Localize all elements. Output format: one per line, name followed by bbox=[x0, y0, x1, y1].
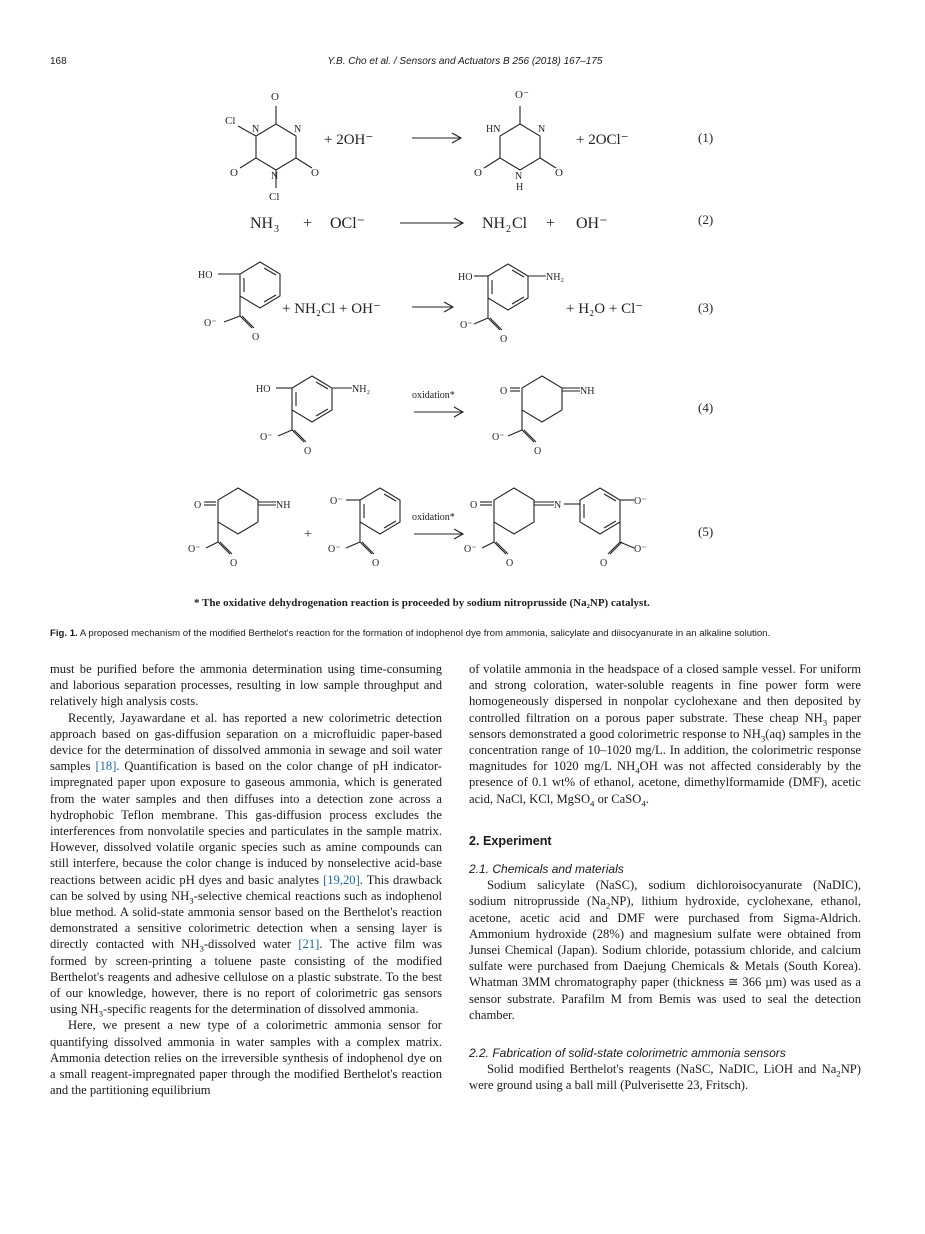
atom-h: H bbox=[516, 182, 524, 193]
atom-n: N bbox=[271, 171, 279, 182]
running-header bbox=[50, 56, 880, 72]
eq2-number: (2) bbox=[698, 212, 714, 227]
atom-n: N bbox=[252, 124, 260, 135]
eq5-arrow-label: oxidation* bbox=[412, 512, 455, 523]
eq5-plus: + bbox=[304, 527, 312, 542]
left-column bbox=[50, 661, 442, 1098]
atom-ho: HO bbox=[458, 272, 473, 283]
atom-eq-nh: NH bbox=[276, 500, 291, 511]
paragraph: Sodium salicylate (NaSC), sodium dichloroisocyanurate (NaDIC), sodium nitroprusside $(Na_2NP)$, lithium hydroxide, cyclohexane, ethanol, acetone, acetic acid and DMF were purchased from Sigma-Aldrich. Ammonium hydroxide (28%) and magnesium sulfate were obtained from Junsei Chemical (Japan). Sodium chloride, potassium chloride, and calcium sulfate were purchased from Daejung Chemicals & Metals (South Korea). Whatman 3MM chromatography paper (thickness ≅ 366 µm) was used as a sensor substrate. Parafilm M from Bemis was used to seal the detection chamber. bbox=[469, 878, 861, 1022]
atom-o: O bbox=[600, 558, 608, 569]
atom-o-minus: O⁻ bbox=[515, 89, 529, 101]
eq4-quinone-imine bbox=[508, 376, 580, 442]
atom-o: O bbox=[372, 558, 380, 569]
atom-o: O bbox=[500, 386, 508, 397]
eq5-indophenol-product bbox=[480, 488, 634, 554]
eq1-product-cyanurate bbox=[484, 106, 556, 170]
eq4-aminosalicylate bbox=[276, 376, 352, 442]
eq5-arrow bbox=[414, 529, 463, 539]
atom-n: N bbox=[294, 124, 302, 135]
atom-o-minus: O⁻ bbox=[464, 544, 477, 555]
atom-o: O bbox=[230, 558, 238, 569]
eq1-lhs-term: + 2OH⁻ bbox=[324, 132, 374, 148]
reaction-scheme-figure bbox=[180, 84, 750, 614]
paragraph: must be purified before the ammonia determination using time-consuming and laborious separation processes, resulting in low sample throughput and relatively high analysis costs. bbox=[50, 662, 442, 709]
eq3-number: (3) bbox=[698, 300, 714, 315]
eq5-phenolate bbox=[346, 488, 400, 554]
atom-o: O bbox=[252, 332, 260, 343]
eq2-plus: + bbox=[546, 215, 556, 232]
citation-link[interactable]: [18] bbox=[95, 759, 117, 774]
atom-o-minus: O⁻ bbox=[328, 544, 341, 555]
atom-o-minus: O⁻ bbox=[460, 320, 473, 331]
atom-o: O bbox=[555, 167, 563, 179]
eq2-nh3-sub: 3 bbox=[274, 224, 279, 235]
atom-o: O bbox=[194, 500, 202, 511]
paragraph: Here, we present a new type of a colorimetric ammonia sensor for quantifying dissolved ammonia in water samples with a complex matrix. Ammonia detection relies on the irreversible synthesis of indophenol dye on a small reagent-impregnated paper through the modified Berthelot's reaction and the partitioning equilibrium bbox=[50, 1018, 442, 1098]
atom-o: O bbox=[474, 167, 482, 179]
eq3-aminosalicylate bbox=[474, 264, 546, 330]
atom-o-minus: O⁻ bbox=[634, 544, 647, 555]
atom-o-minus: O⁻ bbox=[492, 432, 505, 443]
atom-n: N bbox=[538, 124, 546, 135]
atom-n: N bbox=[515, 171, 523, 182]
eq2-nh2cl: NH bbox=[482, 215, 506, 232]
eq2-nh2cl-tail: Cl bbox=[512, 215, 528, 232]
atom-nh: NH bbox=[580, 386, 595, 397]
atom-cl: Cl bbox=[269, 191, 280, 203]
eq4-arrow bbox=[414, 407, 463, 417]
page-number: 168 bbox=[50, 56, 67, 67]
figure-caption bbox=[50, 627, 880, 640]
atom-o: O bbox=[271, 91, 279, 103]
subsection-heading: 2.2. Fabrication of solid-state colorimetric ammonia sensors bbox=[469, 1046, 786, 1061]
atom-o: O bbox=[534, 446, 542, 457]
eq1-rhs-term: + 2OCl⁻ bbox=[576, 132, 629, 148]
atom-o: O bbox=[304, 446, 312, 457]
eq4-number: (4) bbox=[698, 400, 714, 415]
eq3-rhs-terms: + H₂O + Cl⁻ bbox=[566, 301, 644, 317]
citation-link[interactable]: [19,20] bbox=[323, 872, 360, 887]
atom-o-minus: O⁻ bbox=[330, 496, 343, 507]
eq2-arrow bbox=[400, 218, 463, 228]
caption-text: A proposed mechanism of the modified Berthelot's reaction for the formation of indophenol dye from ammonia, salicylate and diisocyanurate in an alkaline solution. bbox=[79, 628, 771, 639]
eq2-oh: OH⁻ bbox=[576, 215, 608, 232]
eq5-number: (5) bbox=[698, 524, 714, 539]
caption-label: Fig. 1. bbox=[50, 628, 78, 639]
eq5-quinone-imine bbox=[204, 488, 276, 554]
paragraph: Recently, Jayawardane et al. has reported a new colorimetric detection approach based on gas-diffusion separation on a microfluidic paper-based device for the determination of dissolved ammonia in sewage and soil water samples [18]. Quantification is based on the color change of pH indicator-impregnated paper upon exposure to gaseous ammonia, which is generated from the water samples and then diffuses into a detection zone across a hydrophobic Teflon membrane. This gas-diffusion process excludes the interferences from nonvolatile species and particulates in the sample matrix. However, dissolved volatile organic species such as amine compounds can still interfere, because the color change is induced by nonselective acid-base reactions between acidic pH dyes and basic analytes [19,20]. This drawback can be solved by using $NH_3$-selective chemical reactions such as indophenol blue method. A solid-state ammonia sensor based on the Berthelot's reaction demonstrated a sensitive colorimetric detection when a sensing layer is directly contacted with $NH_3$-dissolved water [21]. The active film was formed by screen-printing a toluene paste consisting of the modified Berthelot's reagents and adhesive cellulose on a plastic substrate. To the best of our knowledge, however, there is no report of colorimetric gas sensors using $NH_3$-specific reagents for the determination of dissolved ammonia. bbox=[50, 710, 443, 1019]
citation-link[interactable]: [21] bbox=[298, 937, 320, 952]
atom-nh2: NH₂ bbox=[546, 272, 564, 283]
atom-o: O bbox=[311, 167, 319, 179]
atom-o-minus: O⁻ bbox=[260, 432, 273, 443]
eq3-salicylate bbox=[218, 262, 280, 328]
section-heading: 2. Experiment bbox=[469, 833, 552, 848]
eq3-lhs-terms: + NH₂Cl + OH⁻ bbox=[282, 301, 381, 317]
atom-o: O bbox=[506, 558, 514, 569]
atom-n: N bbox=[554, 500, 562, 511]
atom-o: O bbox=[470, 500, 478, 511]
paragraph: Solid modified Berthelot's reagents (NaSC, NaDIC, LiOH and $Na_2NP$) were ground using a ball mill (Pulverisette 23, Fritsch). bbox=[469, 1062, 861, 1093]
atom-cl: Cl bbox=[225, 115, 236, 127]
eq2-nh2cl-sub: 2 bbox=[506, 224, 511, 235]
paragraph: of volatile ammonia in the headspace of a closed sample vessel. For uniform and strong coloration, water-soluble reagents in fine power form were homogeneously dispersed in nonpolar cyclohexane and then deposited by controlled filtration on a porous paper substrate. These cheap $NH_3$ paper sensors demonstrated a good colorimetric response to $NH_3(aq)$ samples in the concentration range of 10–1020 mg/L. In addition, the colorimetric response magnitudes for 1020 mg/L $NH_4OH$ was not affected considerably by the presence of 0.1 wt% of ethanol, acetone, dimethylformamide (DMF), acetic acid, NaCl, KCl, MgSO$_4$ or CaSO$_4$. bbox=[469, 662, 861, 809]
atom-ho: HO bbox=[198, 270, 213, 281]
atom-o-minus: O⁻ bbox=[204, 318, 217, 329]
figure-footnote: * The oxidative dehydrogenation reaction is proceeded by sodium nitroprusside (Na₂NP) catalyst. bbox=[194, 597, 650, 609]
right-column bbox=[469, 661, 861, 1094]
subsection-heading: 2.1. Chemicals and materials bbox=[469, 862, 624, 877]
atom-ho: HO bbox=[256, 384, 271, 395]
eq1-number: (1) bbox=[698, 130, 714, 145]
atom-o: O bbox=[500, 334, 508, 345]
journal-citation: Y.B. Cho et al. / Sensors and Actuators B 256 (2018) 167–175 bbox=[327, 56, 603, 67]
eq1-arrow bbox=[412, 133, 461, 143]
eq2-plus: + bbox=[303, 215, 313, 232]
atom-nh2: NH₂ bbox=[352, 384, 370, 395]
eq3-arrow bbox=[412, 302, 453, 312]
atom-o: O bbox=[230, 167, 238, 179]
eq2-ocl: OCl⁻ bbox=[330, 215, 366, 232]
atom-o-minus: O⁻ bbox=[634, 496, 647, 507]
atom-hn: HN bbox=[486, 124, 501, 135]
eq4-arrow-label: oxidation* bbox=[412, 390, 455, 401]
atom-o-minus: O⁻ bbox=[188, 544, 201, 555]
eq2-nh3: NH bbox=[250, 215, 274, 232]
